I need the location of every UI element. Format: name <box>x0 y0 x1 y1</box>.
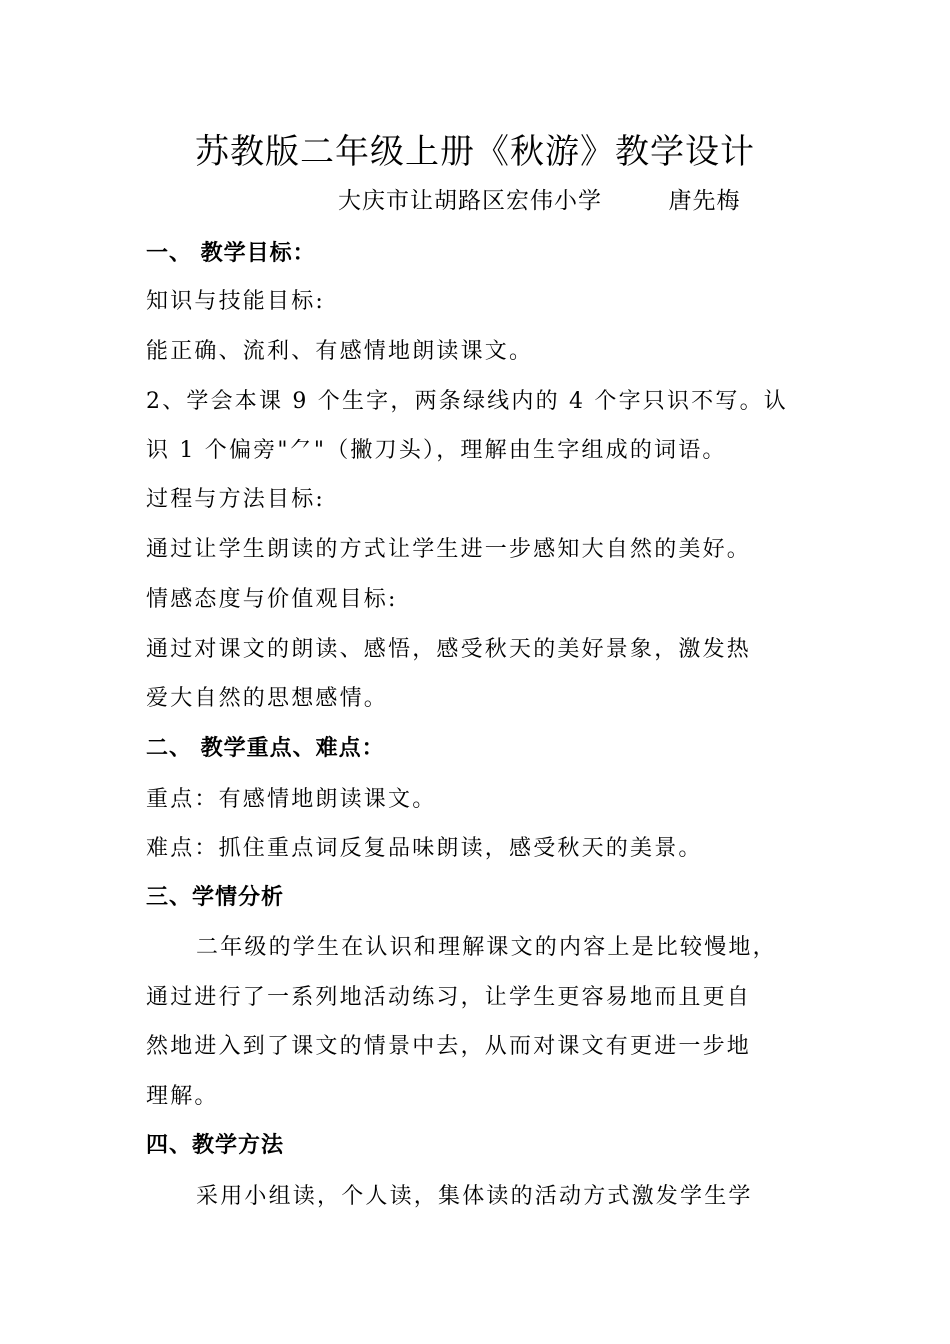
paragraph-line: 通过对课文的朗读、感悟，感受秋天的美好景象，激发热 <box>146 637 752 662</box>
paragraph-line: 2、学会本课 9 个生字，两条绿线内的 4 个字只识不写。认 <box>146 389 788 414</box>
section-heading-methods: 四、教学方法 <box>146 1133 285 1158</box>
section-heading-analysis: 三、学情分析 <box>146 885 285 910</box>
paragraph-line: 能正确、流利、有感情地朗读课文。 <box>146 339 534 364</box>
subheading-process-method: 过程与方法目标: <box>146 487 326 512</box>
author-line: 大庆市让胡路区宏伟小学 唐先梅 <box>338 188 741 214</box>
paragraph-line: 通过进行了一系列地活动练习，让学生更容易地而且更自 <box>146 985 752 1010</box>
section-heading-key-points: 二、 教学重点、难点： <box>146 736 385 761</box>
document-title: 苏教版二年级上册《秋游》教学设计 <box>195 132 755 172</box>
subheading-emotion-values: 情感态度与价值观目标: <box>146 587 398 612</box>
paragraph-line: 理解。 <box>146 1084 219 1109</box>
paragraph-line: 采用小组读，个人读，集体读的活动方式激发学生学 <box>196 1184 753 1209</box>
paragraph-line: 爱大自然的思想感情。 <box>146 686 389 711</box>
paragraph-line: 二年级的学生在认识和理解课文的内容上是比较慢地， <box>196 935 777 960</box>
section-heading-objectives: 一、 教学目标： <box>146 241 316 266</box>
paragraph-line: 然地进入到了课文的情景中去，从而对课文有更进一步地 <box>146 1034 752 1059</box>
paragraph-line: 通过让学生朗读的方式让学生进一步感知大自然的美好。 <box>146 537 752 562</box>
paragraph-line: 识 1 个偏旁"⺈"（撇刀头），理解由生字组成的词语。 <box>146 438 727 463</box>
paragraph-line: 难点：抓住重点词反复品味朗读，感受秋天的美景。 <box>146 836 703 861</box>
paragraph-line: 重点：有感情地朗读课文。 <box>146 787 437 812</box>
subheading-knowledge-skills: 知识与技能目标: <box>146 289 326 314</box>
